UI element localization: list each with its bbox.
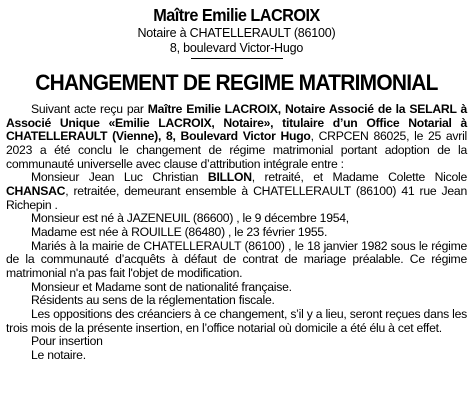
notary-address: 8, boulevard Victor-Hugo [169, 41, 304, 55]
header-divider [191, 58, 283, 59]
paragraph-insertion: Pour insertion [31, 334, 103, 349]
paragraph-residency: Résidents au sens de la réglementation fiscale. [31, 293, 275, 308]
paragraph-deed [6, 103, 467, 171]
notice-body [6, 103, 467, 362]
paragraph-marriage: Mariés à la mairie de CHATELLERAULT (86100) , le 18 janvier 1982 sous le régime de la communauté d’acquêts à défaut de contrat de mariage préalable. Ce régime matrimonial n'a pas fait l'objet de modification. [6, 238, 467, 280]
spouses-residence: , retraitée, demeurant ensemble à CHATELLERAULT (86100) 41 rue Jean Richepin . [6, 183, 467, 212]
spouse-husband-prefix: Monsieur Jean Luc Christian [31, 170, 208, 185]
paragraph-spouses [6, 171, 467, 212]
notary-office: Notaire à CHATELLERAULT (86100) [137, 26, 336, 40]
spouse-wife-prefix: , retraité, et Madame Colette Nicole [251, 170, 467, 185]
deed-intro: Suivant acte reçu par [31, 102, 148, 116]
spouse-wife-surname: CHANSAC [6, 183, 66, 198]
spouse-husband-surname: BILLON [207, 170, 252, 185]
legal-notice [6, 0, 467, 362]
paragraph-oppositions: Les oppositions des créanciers à ce changement, s’il y a lieu, seront reçues dans les trois mois de la présente insertion, en l’office notarial où domicile a été élu à cet effet. [6, 306, 467, 335]
paragraph-signature: Le notaire. [31, 347, 86, 362]
deed-details: , CRPCEN 86025, le 25 avril 2023 a été conclu le changement de régime matrimonial portant adoption de la communauté universelle avec clause d’attribution intégrale entre : [6, 129, 467, 171]
paragraph-husband-birth: Monsieur est né à JAZENEUIL (86600) , le 9 décembre 1954, [31, 211, 349, 226]
paragraph-nationality: Monsieur et Madame sont de nationalité française. [31, 279, 292, 294]
deed-notary-details: Maître Emilie LACROIX, Notaire Associé de la SELARL à Associé Unique «Emilie LACROIX, Notaire», titulaire d’un Office Notarial à CHATELLERAULT (Vienne), 8, Boulevard Victor Hugo [6, 102, 468, 144]
paragraph-wife-birth: Madame est née à ROUILLE (86480) , le 23 février 1955. [31, 224, 328, 239]
notice-title: CHANGEMENT DE REGIME MATRIMONIAL [35, 70, 438, 95]
notary-name: Maître Emilie LACROIX [153, 5, 320, 25]
